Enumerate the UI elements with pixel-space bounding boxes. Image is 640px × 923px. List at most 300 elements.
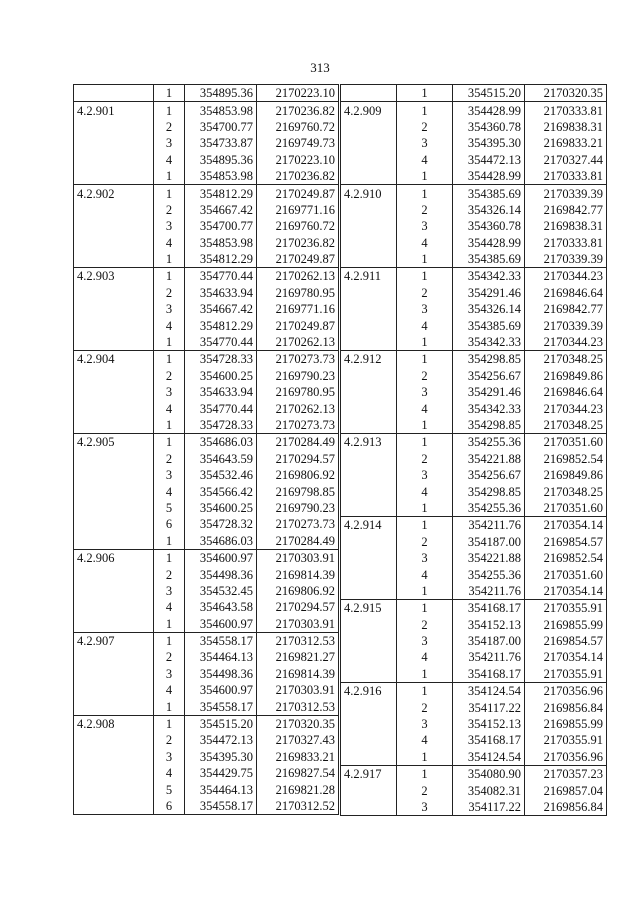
x-coordinate-cell: 354298.85 [453,417,525,434]
table-row [341,351,607,368]
point-number-cell: 1 [154,102,185,119]
x-coordinate-cell: 354395.30 [185,749,257,765]
plot-number-cell [341,500,397,517]
y-coordinate-cell: 2170249.87 [257,251,339,268]
table-row [74,135,339,151]
table-row [341,766,607,783]
x-coordinate-cell: 354168.17 [453,732,525,748]
table-row [341,617,607,633]
table-row [74,765,339,781]
y-coordinate-cell: 2169827.54 [257,765,339,781]
plot-number-cell: 4.2.909 [341,102,397,119]
y-coordinate-cell: 2169814.39 [257,566,339,582]
y-coordinate-cell: 2170284.49 [257,533,339,550]
table-row [74,268,339,285]
table-row [74,599,339,615]
table-row [74,715,339,732]
x-coordinate-cell: 354633.94 [185,285,257,301]
y-coordinate-cell: 2170249.87 [257,317,339,333]
plot-number-cell [341,617,397,633]
table-row [341,534,607,550]
plot-number-cell [74,666,154,682]
x-coordinate-cell: 354643.58 [185,599,257,615]
table-row [341,152,607,168]
table-row [341,583,607,600]
plot-number-cell [74,649,154,665]
x-coordinate-cell: 354464.13 [185,781,257,797]
table-row [341,251,607,268]
y-coordinate-cell: 2169833.21 [257,749,339,765]
y-coordinate-cell: 2170262.13 [257,268,339,285]
y-coordinate-cell: 2169838.31 [525,119,607,135]
plot-number-cell: 4.2.904 [74,351,154,368]
point-number-cell: 1 [397,251,453,268]
point-number-cell: 1 [154,698,185,715]
plot-number-cell [74,616,154,633]
point-number-cell: 1 [397,102,453,119]
table-row [74,368,339,384]
plot-number-cell [341,799,397,816]
table-row [341,699,607,715]
plot-number-cell [341,400,397,416]
y-coordinate-cell: 2170312.53 [257,632,339,649]
x-coordinate-cell: 354600.97 [185,682,257,698]
table-row [341,666,607,683]
point-number-cell: 1 [154,85,185,102]
table-row [74,798,339,815]
y-coordinate-cell: 2170351.60 [525,434,607,451]
plot-number-cell [74,85,154,102]
x-coordinate-cell: 354342.33 [453,400,525,416]
x-coordinate-cell: 354895.36 [185,152,257,168]
point-number-cell: 1 [397,85,453,102]
y-coordinate-cell: 2170339.39 [525,185,607,202]
point-number-cell: 2 [154,202,185,218]
plot-number-cell: 4.2.915 [341,600,397,617]
y-coordinate-cell: 2169771.16 [257,301,339,317]
y-coordinate-cell: 2169842.77 [525,301,607,317]
point-number-cell: 3 [397,384,453,400]
plot-number-cell [74,798,154,815]
plot-number-cell [341,317,397,333]
point-number-cell: 3 [397,550,453,566]
table-row [341,467,607,483]
y-coordinate-cell: 2170273.73 [257,351,339,368]
plot-number-cell [74,599,154,615]
table-row [341,566,607,582]
y-coordinate-cell: 2170355.91 [525,732,607,748]
plot-number-cell: 4.2.901 [74,102,154,119]
x-coordinate-cell: 354853.98 [185,102,257,119]
y-coordinate-cell: 2170356.96 [525,749,607,766]
plot-number-cell [341,235,397,251]
plot-number-cell [341,119,397,135]
point-number-cell: 2 [397,285,453,301]
plot-number-cell [341,782,397,798]
point-number-cell: 1 [154,268,185,285]
plot-number-cell [74,317,154,333]
plot-number-cell [74,566,154,582]
plot-number-cell [341,451,397,467]
y-coordinate-cell: 2169846.64 [525,285,607,301]
plot-number-cell: 4.2.910 [341,185,397,202]
point-number-cell: 2 [154,566,185,582]
x-coordinate-cell: 354385.69 [453,317,525,333]
point-number-cell: 1 [154,549,185,566]
table-row [74,698,339,715]
plot-number-cell [341,152,397,168]
point-number-cell: 4 [154,400,185,416]
plot-number-cell: 4.2.902 [74,185,154,202]
x-coordinate-cell: 354566.42 [185,483,257,499]
y-coordinate-cell: 2169854.57 [525,534,607,550]
x-coordinate-cell: 354211.76 [453,583,525,600]
table-row [341,716,607,732]
y-coordinate-cell: 2170303.91 [257,616,339,633]
point-number-cell: 1 [154,533,185,550]
plot-number-cell [341,716,397,732]
x-coordinate-cell: 354298.85 [453,351,525,368]
point-number-cell: 2 [397,368,453,384]
table-row [341,202,607,218]
point-number-cell: 4 [154,682,185,698]
x-coordinate-cell: 354812.29 [185,185,257,202]
x-coordinate-cell: 354152.13 [453,617,525,633]
table-row [74,749,339,765]
point-number-cell: 4 [397,235,453,251]
x-coordinate-cell: 354728.33 [185,351,257,368]
y-coordinate-cell: 2169760.72 [257,218,339,234]
point-number-cell: 1 [397,185,453,202]
plot-number-cell [74,251,154,268]
y-coordinate-cell: 2170348.25 [525,417,607,434]
x-coordinate-cell: 354187.00 [453,633,525,649]
point-number-cell: 1 [397,168,453,185]
point-number-cell: 2 [397,534,453,550]
x-coordinate-cell: 354429.75 [185,765,257,781]
y-coordinate-cell: 2170339.39 [525,251,607,268]
y-coordinate-cell: 2170356.96 [525,683,607,700]
table-row [341,400,607,416]
point-number-cell: 4 [154,317,185,333]
plot-number-cell [74,732,154,748]
plot-number-cell [341,135,397,151]
table-row [74,483,339,499]
table-row [74,384,339,400]
plot-number-cell [341,85,397,102]
table-row [74,451,339,467]
point-number-cell: 1 [397,583,453,600]
plot-number-cell [341,534,397,550]
point-number-cell: 4 [397,566,453,582]
plot-number-cell [74,781,154,797]
table-row [74,85,339,102]
x-coordinate-cell: 354385.69 [453,185,525,202]
x-coordinate-cell: 354686.03 [185,533,257,550]
x-coordinate-cell: 354532.45 [185,583,257,599]
table-row [341,550,607,566]
table-row [341,600,607,617]
table-row [341,799,607,816]
y-coordinate-cell: 2169806.92 [257,467,339,483]
point-number-cell: 5 [154,500,185,516]
plot-number-cell [74,285,154,301]
x-coordinate-cell: 354633.94 [185,384,257,400]
y-coordinate-cell: 2170273.73 [257,417,339,434]
y-coordinate-cell: 2169771.16 [257,202,339,218]
point-number-cell: 1 [397,683,453,700]
y-coordinate-cell: 2169838.31 [525,218,607,234]
plot-number-cell [74,368,154,384]
table-row [74,285,339,301]
plot-number-cell [341,550,397,566]
table-row [341,683,607,700]
point-number-cell: 4 [154,765,185,781]
y-coordinate-cell: 2169790.23 [257,500,339,516]
y-coordinate-cell: 2170348.25 [525,483,607,499]
point-number-cell: 1 [397,500,453,517]
y-coordinate-cell: 2170262.13 [257,334,339,351]
table-row [74,317,339,333]
x-coordinate-cell: 354667.42 [185,202,257,218]
plot-number-cell: 4.2.906 [74,549,154,566]
plot-number-cell: 4.2.911 [341,268,397,285]
plot-number-cell [74,765,154,781]
x-coordinate-cell: 354770.44 [185,334,257,351]
table-row [341,268,607,285]
plot-number-cell [74,516,154,532]
table-row [341,235,607,251]
point-number-cell: 4 [397,152,453,168]
plot-number-cell [74,235,154,251]
plot-number-cell: 4.2.916 [341,683,397,700]
y-coordinate-cell: 2170344.23 [525,400,607,416]
point-number-cell: 2 [154,119,185,135]
y-coordinate-cell: 2169842.77 [525,202,607,218]
plot-number-cell [74,301,154,317]
x-coordinate-cell: 354558.17 [185,698,257,715]
plot-number-cell [74,135,154,151]
x-coordinate-cell: 354326.14 [453,202,525,218]
x-coordinate-cell: 354082.31 [453,782,525,798]
plot-number-cell: 4.2.913 [341,434,397,451]
plot-number-cell [341,301,397,317]
y-coordinate-cell: 2170327.43 [257,732,339,748]
y-coordinate-cell: 2169833.21 [525,135,607,151]
point-number-cell: 1 [154,417,185,434]
x-coordinate-cell: 354498.36 [185,566,257,582]
plot-number-cell [341,368,397,384]
table-row [341,301,607,317]
x-coordinate-cell: 354291.46 [453,384,525,400]
plot-number-cell [341,168,397,185]
y-coordinate-cell: 2169857.04 [525,782,607,798]
point-number-cell: 1 [154,632,185,649]
x-coordinate-cell: 354428.99 [453,235,525,251]
point-number-cell: 3 [154,218,185,234]
plot-number-cell [341,566,397,582]
plot-number-cell [341,417,397,434]
y-coordinate-cell: 2170320.35 [525,85,607,102]
table-row [74,235,339,251]
table-row [74,434,339,451]
point-number-cell: 3 [397,799,453,816]
y-coordinate-cell: 2170312.52 [257,798,339,815]
y-coordinate-cell: 2169849.86 [525,467,607,483]
table-row [341,417,607,434]
y-coordinate-cell: 2169856.84 [525,699,607,715]
point-number-cell: 2 [397,451,453,467]
plot-number-cell [74,152,154,168]
x-coordinate-cell: 354472.13 [185,732,257,748]
y-coordinate-cell: 2169780.95 [257,384,339,400]
table-row [74,301,339,317]
plot-number-cell [74,467,154,483]
point-number-cell: 4 [154,483,185,499]
y-coordinate-cell: 2170327.44 [525,152,607,168]
table-row [341,732,607,748]
y-coordinate-cell: 2170354.14 [525,649,607,665]
x-coordinate-cell: 354700.77 [185,119,257,135]
point-number-cell: 1 [397,600,453,617]
y-coordinate-cell: 2169821.27 [257,649,339,665]
plot-number-cell [74,119,154,135]
x-coordinate-cell: 354152.13 [453,716,525,732]
plot-number-cell: 4.2.912 [341,351,397,368]
x-coordinate-cell: 354600.97 [185,549,257,566]
table-row [341,85,607,102]
point-number-cell: 3 [154,301,185,317]
table-row [341,434,607,451]
x-coordinate-cell: 354124.54 [453,683,525,700]
point-number-cell: 1 [397,351,453,368]
plot-number-cell [74,384,154,400]
coordinates-table-left [73,84,339,815]
plot-number-cell [341,749,397,766]
table-row [74,102,339,119]
plot-number-cell [74,483,154,499]
table-row [74,417,339,434]
plot-number-cell [341,699,397,715]
table-row [341,218,607,234]
plot-number-cell [74,583,154,599]
point-number-cell: 3 [397,716,453,732]
point-number-cell: 1 [397,268,453,285]
table-row [74,649,339,665]
x-coordinate-cell: 354221.88 [453,550,525,566]
table-row [341,185,607,202]
x-coordinate-cell: 354853.98 [185,168,257,185]
x-coordinate-cell: 354211.76 [453,517,525,534]
x-coordinate-cell: 354291.46 [453,285,525,301]
y-coordinate-cell: 2170355.91 [525,600,607,617]
x-coordinate-cell: 354256.67 [453,467,525,483]
plot-number-cell [341,633,397,649]
x-coordinate-cell: 354428.99 [453,102,525,119]
table-row [74,682,339,698]
x-coordinate-cell: 354600.25 [185,368,257,384]
x-coordinate-cell: 354895.36 [185,85,257,102]
plot-number-cell [341,666,397,683]
x-coordinate-cell: 354515.20 [453,85,525,102]
point-number-cell: 4 [154,599,185,615]
y-coordinate-cell: 2169854.57 [525,633,607,649]
point-number-cell: 2 [397,699,453,715]
plot-number-cell [74,400,154,416]
y-coordinate-cell: 2170223.10 [257,85,339,102]
point-number-cell: 2 [154,368,185,384]
x-coordinate-cell: 354385.69 [453,251,525,268]
y-coordinate-cell: 2170273.73 [257,516,339,532]
coordinates-table-right [340,84,607,816]
plot-number-cell [74,500,154,516]
table-row [74,732,339,748]
table-row [341,384,607,400]
table-row [74,168,339,185]
x-coordinate-cell: 354255.36 [453,500,525,517]
table-row [74,467,339,483]
plot-number-cell: 4.2.905 [74,434,154,451]
x-coordinate-cell: 354600.25 [185,500,257,516]
page-number: 313 [310,60,330,75]
y-coordinate-cell: 2170303.91 [257,549,339,566]
table-row [74,400,339,416]
point-number-cell: 4 [397,649,453,665]
point-number-cell: 4 [397,732,453,748]
point-number-cell: 2 [397,119,453,135]
point-number-cell: 3 [397,135,453,151]
y-coordinate-cell: 2170344.23 [525,268,607,285]
table-row [74,516,339,532]
y-coordinate-cell: 2170223.10 [257,152,339,168]
y-coordinate-cell: 2170344.23 [525,334,607,351]
table-row [74,202,339,218]
y-coordinate-cell: 2169749.73 [257,135,339,151]
table-row [74,218,339,234]
plot-number-cell [341,334,397,351]
point-number-cell: 1 [397,334,453,351]
table-row [74,119,339,135]
point-number-cell: 3 [397,467,453,483]
y-coordinate-cell: 2169846.64 [525,384,607,400]
y-coordinate-cell: 2170351.60 [525,500,607,517]
plot-number-cell [341,285,397,301]
x-coordinate-cell: 354211.76 [453,649,525,665]
point-number-cell: 4 [397,483,453,499]
table-row [341,168,607,185]
plot-number-cell [74,451,154,467]
point-number-cell: 1 [397,434,453,451]
y-coordinate-cell: 2169790.23 [257,368,339,384]
y-coordinate-cell: 2170303.91 [257,682,339,698]
x-coordinate-cell: 354187.00 [453,534,525,550]
point-number-cell: 1 [154,715,185,732]
point-number-cell: 1 [397,749,453,766]
y-coordinate-cell: 2170294.57 [257,451,339,467]
y-coordinate-cell: 2170236.82 [257,235,339,251]
plot-number-cell [74,749,154,765]
table-row [341,317,607,333]
y-coordinate-cell: 2169856.84 [525,799,607,816]
y-coordinate-cell: 2170284.49 [257,434,339,451]
y-coordinate-cell: 2170312.53 [257,698,339,715]
point-number-cell: 2 [397,782,453,798]
plot-number-cell [341,467,397,483]
x-coordinate-cell: 354395.30 [453,135,525,151]
y-coordinate-cell: 2169849.86 [525,368,607,384]
point-number-cell: 2 [397,202,453,218]
x-coordinate-cell: 354117.22 [453,699,525,715]
